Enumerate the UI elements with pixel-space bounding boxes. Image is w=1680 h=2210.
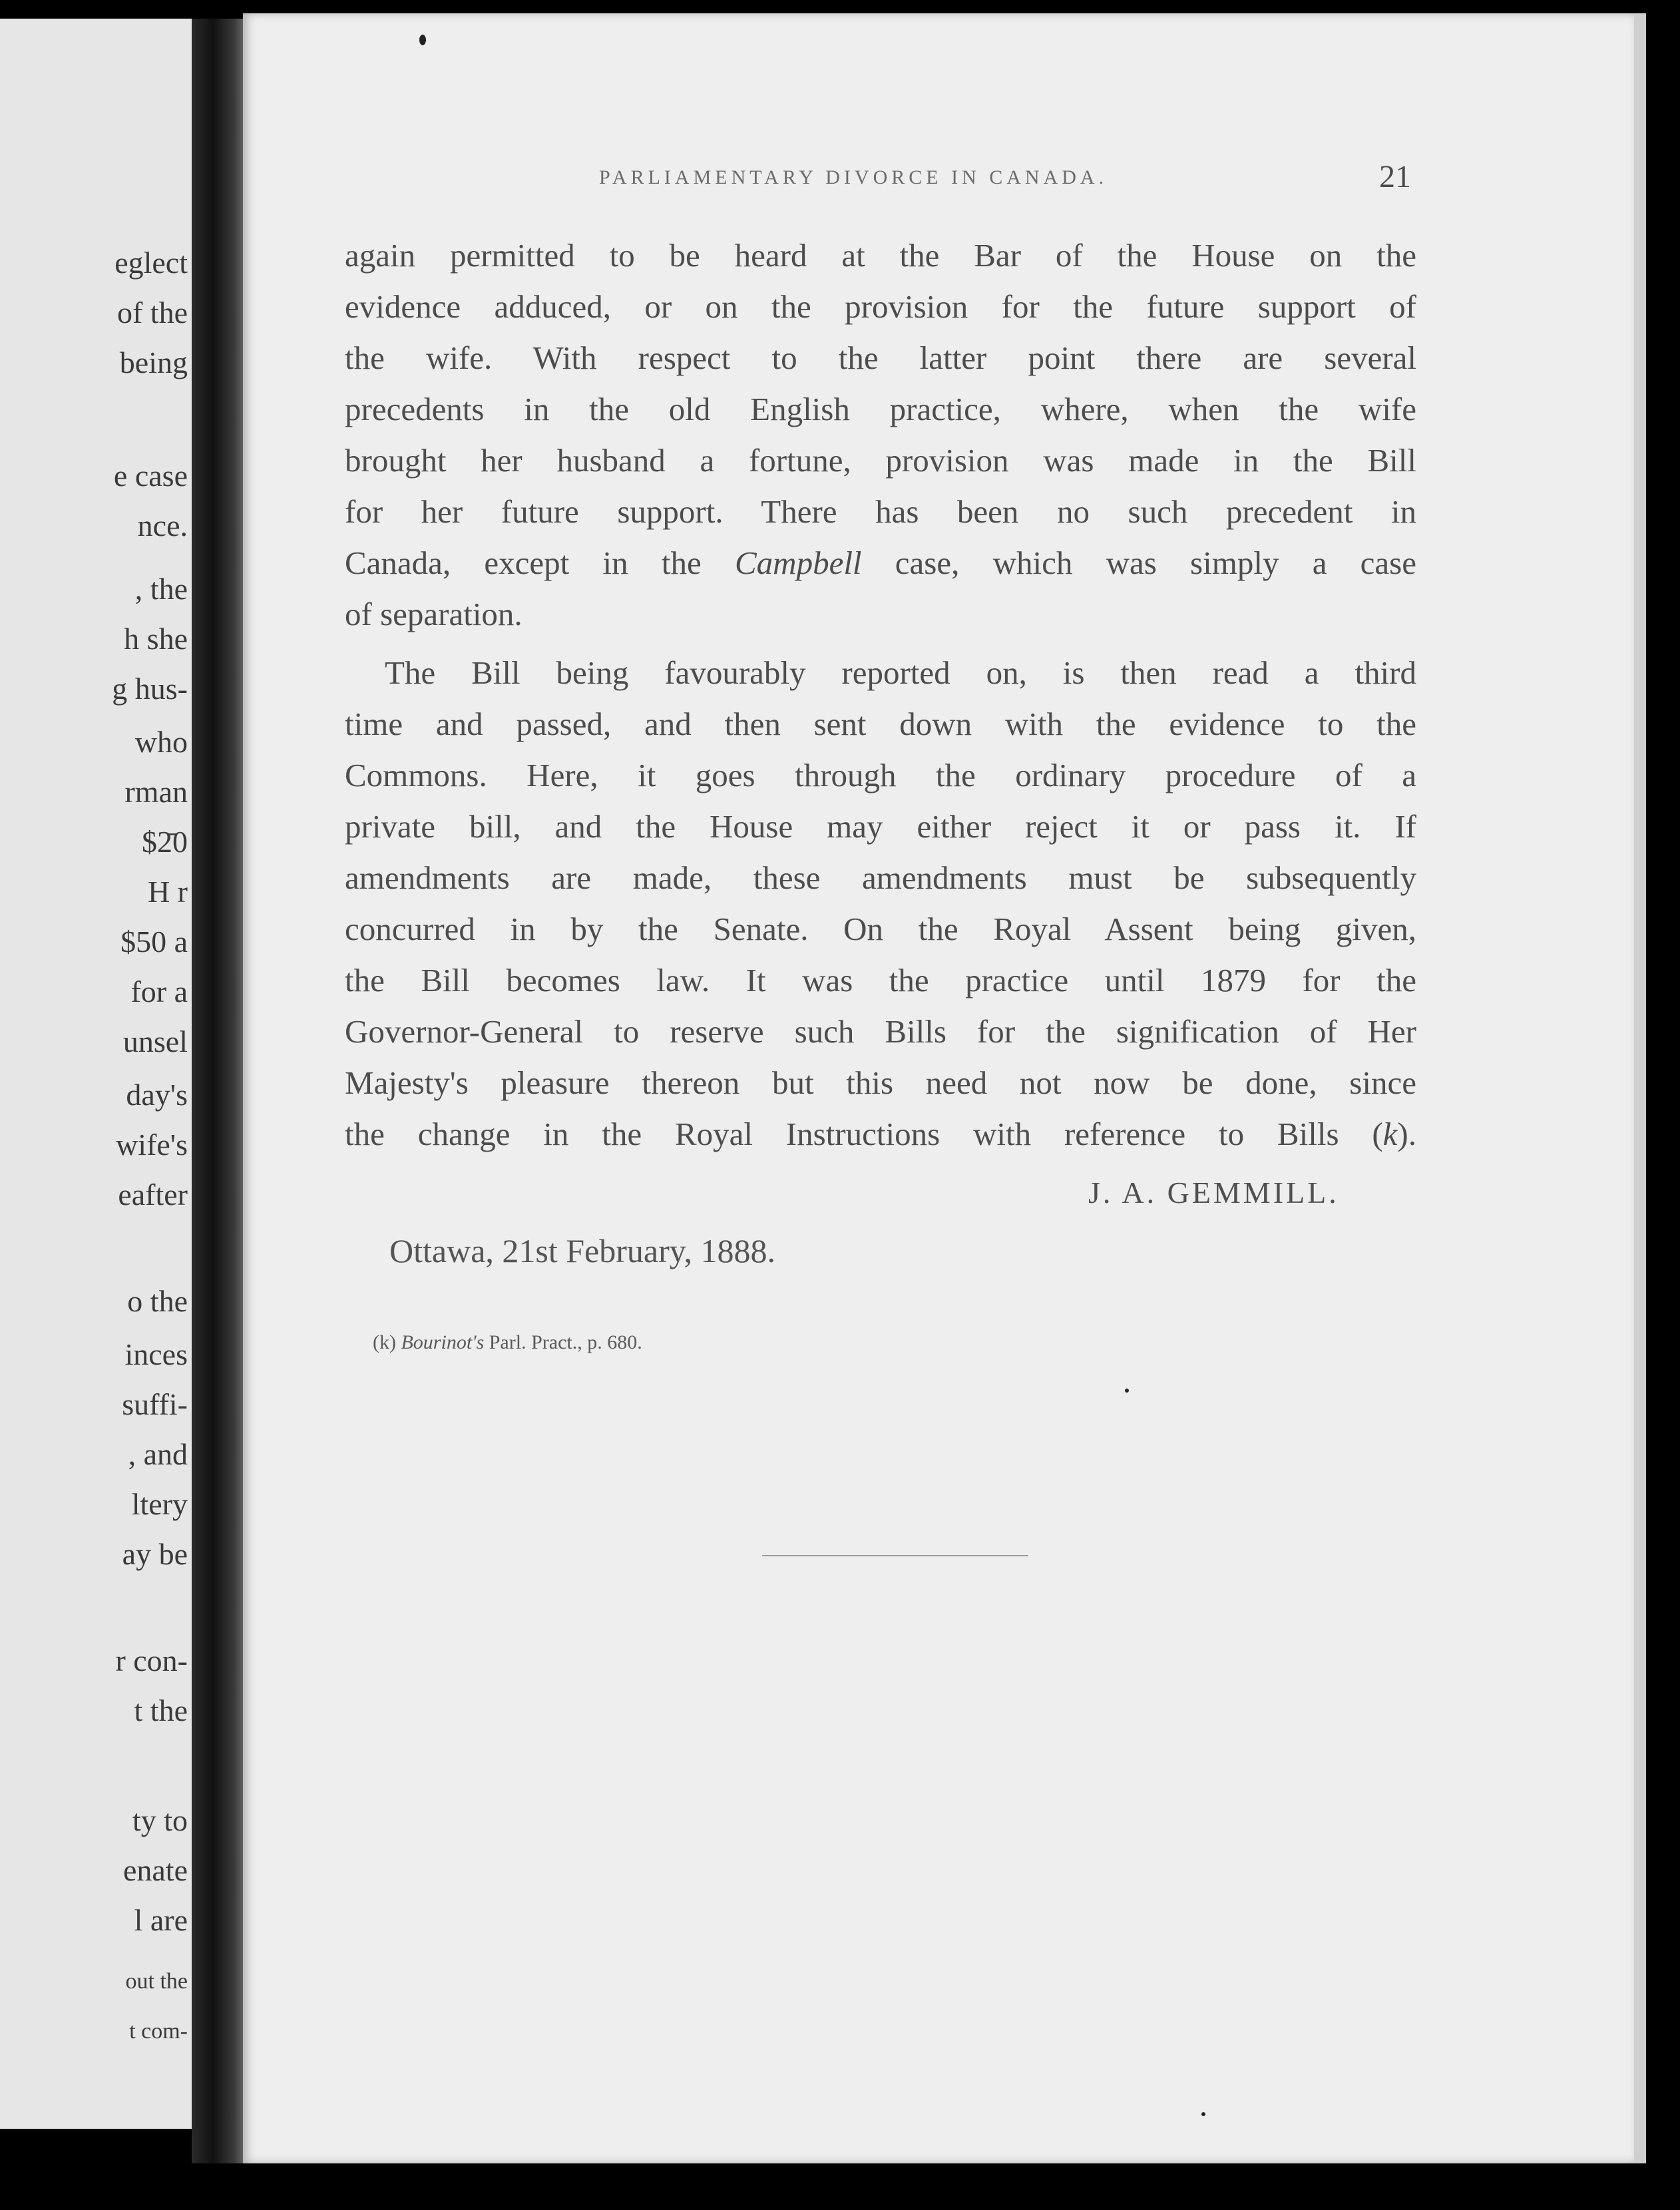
line-10-end: ).	[1397, 1116, 1416, 1152]
ink-speck	[419, 35, 426, 45]
facing-page-line: enate	[122, 1853, 188, 1887]
paragraph-1-line-1: again permitted to be heard at the Bar of the House on the	[345, 237, 1416, 274]
facing-page-line: who	[134, 725, 188, 759]
facing-page-line: l are	[134, 1903, 188, 1937]
paragraph-2-line-3: Commons. Here, it goes through the ordinary procedure of a	[345, 757, 1416, 793]
facing-page-line: t the	[134, 1693, 188, 1727]
line-10-start: the change in the Royal Instructions with reference to Bills (	[345, 1116, 1383, 1152]
facing-page-line: of the	[116, 296, 188, 330]
line-7-end: case, which was simply a case	[861, 545, 1416, 581]
scan-border	[0, 2163, 1680, 2210]
ink-speck	[1201, 2112, 1205, 2116]
paragraph-1-line-7	[345, 544, 1416, 582]
facing-page-line: r con-	[115, 1644, 188, 1677]
footnote-author: Bourinot's	[401, 1331, 485, 1353]
facing-page-line: ty to	[132, 1803, 188, 1837]
end-rule	[762, 1555, 1028, 1556]
paragraph-1-line-5: brought her husband a fortune, provision was made in the Bill	[345, 442, 1416, 479]
facing-page-line: wife's	[116, 1128, 188, 1162]
paragraph-2-line-7: the Bill becomes law. It was the practice until 1879 for the	[345, 962, 1416, 998]
facing-page-line: eafter	[118, 1178, 188, 1212]
facing-page-line: unsel	[122, 1024, 188, 1058]
paragraph-2-line-10	[345, 1115, 1416, 1153]
book-gutter	[192, 19, 245, 2169]
facing-page-line: for a	[130, 975, 188, 1008]
footnote	[373, 1331, 642, 1354]
facing-page-line: ltery	[131, 1487, 188, 1521]
facing-page-line: o the	[127, 1284, 188, 1318]
paragraph-2-line-9: Majesty's pleasure thereon but this need not now be done, since	[345, 1064, 1416, 1101]
dateline: Ottawa, 21st February, 1888.	[389, 1232, 775, 1269]
facing-page-line: being	[119, 345, 188, 379]
facing-page-line: , and	[128, 1437, 188, 1471]
footnote-marker: (k)	[373, 1331, 396, 1353]
line-7-start: Canada, except in the	[345, 545, 735, 581]
running-title: PARLIAMENTARY DIVORCE IN CANADA.	[599, 166, 1108, 188]
paragraph-1-line-2: evidence adduced, or on the provision for the future support of	[345, 288, 1416, 325]
facing-page-line: eglect	[114, 246, 188, 280]
paragraph-2-line-8: Governor-General to reserve such Bills for the signification of Her	[345, 1013, 1416, 1050]
page-number: 21	[1379, 159, 1411, 194]
ink-speck	[1125, 1389, 1129, 1393]
facing-page-line: nce.	[137, 509, 188, 543]
facing-page-line: t com-	[129, 2019, 188, 2044]
paragraph-2-line-5: amendments are made, these amendments must be subsequently	[345, 859, 1416, 896]
paragraph-1-line-8: of separation.	[345, 596, 523, 632]
paragraph-2-line-4: private bill, and the House may either reject it or pass it. If	[345, 808, 1416, 845]
facing-page-line: inces	[124, 1337, 188, 1371]
facing-page-line: H r	[147, 875, 188, 909]
facing-page-line: ay be	[122, 1537, 188, 1571]
paragraph-2-line-6: concurred in by the Senate. On the Royal Assent being given,	[345, 911, 1416, 947]
case-name-italic: Campbell	[735, 545, 862, 581]
paragraph-1-line-6: for her future support. There has been no such precedent in	[345, 493, 1416, 530]
facing-page-line: e case	[113, 459, 188, 493]
page-edge	[1634, 13, 1646, 2163]
facing-page-line: rman	[124, 775, 188, 809]
facing-page-line: g hus-	[112, 672, 188, 706]
author-signature: J. A. GEMMILL.	[1088, 1176, 1339, 1210]
paragraph-1-line-4: precedents in the old English practice, where, when the wife	[345, 391, 1416, 427]
footnote-reference: k	[1382, 1116, 1398, 1152]
paragraph-2-line-2: time and passed, and then sent down with the evidence to the	[345, 706, 1416, 742]
facing-page-line: suffi-	[122, 1387, 188, 1421]
footnote-text: Parl. Pract., p. 680.	[489, 1331, 642, 1353]
facing-page-line: day's	[126, 1078, 188, 1112]
facing-page-line: out the	[125, 1969, 188, 1994]
facing-page-line: , the	[134, 572, 188, 606]
facing-page-line: $50 a	[120, 925, 188, 959]
facing-page-line: $2̄0	[142, 825, 188, 859]
paragraph-1-line-3: the wife. With respect to the latter point there are several	[345, 339, 1416, 376]
paragraph-2-line-1: The Bill being favourably reported on, is then read a third	[385, 654, 1416, 691]
facing-page	[0, 19, 200, 2129]
facing-page-line: h she	[124, 622, 188, 656]
